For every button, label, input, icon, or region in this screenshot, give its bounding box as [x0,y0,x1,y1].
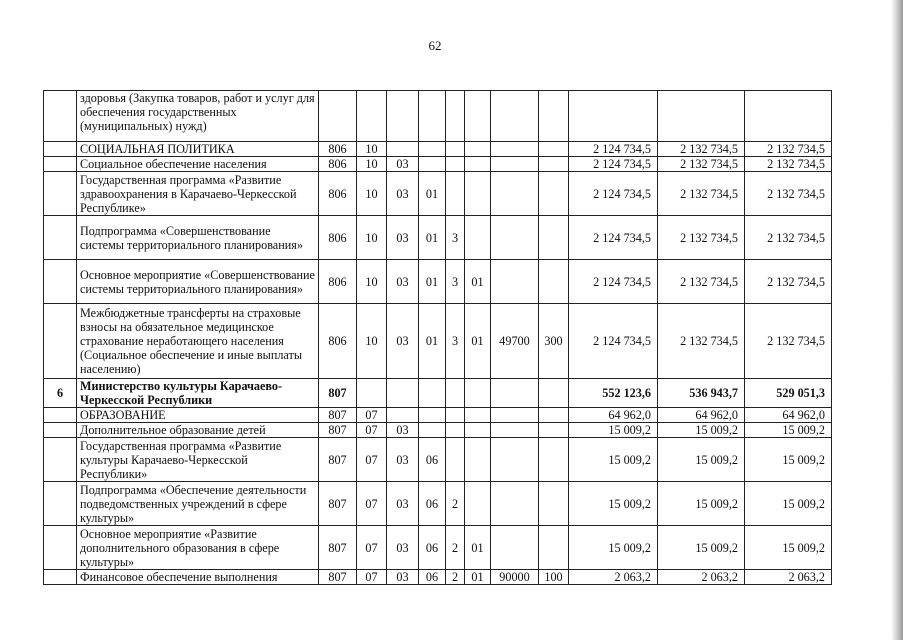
direction-code [491,260,539,304]
table-row [44,304,832,379]
subprogram-code [446,142,465,157]
activity-code: 01 [465,260,491,304]
item-name: Социальное обеспечение населения [77,157,319,172]
activity-code [465,438,491,482]
section-code: 10 [357,216,387,260]
program-code: 06 [419,526,446,570]
direction-code [491,526,539,570]
program-code: 06 [419,482,446,526]
table-row [44,157,832,172]
program-code [419,157,446,172]
item-name: Подпрограмма «Обеспечение деятельности подведомственных учреждений в сфере культуры» [77,482,319,526]
amount-year-3 [745,91,832,142]
amount-year-1: 2 124 734,5 [569,260,658,304]
amount-year-2: 2 132 734,5 [658,142,745,157]
subsection-code: 03 [387,423,419,438]
subsection-code: 03 [387,216,419,260]
activity-code [465,379,491,408]
expense-type-code [539,260,569,304]
program-code: 01 [419,172,446,216]
budget-table-body [44,91,832,585]
activity-code: 01 [465,304,491,379]
row-number [44,157,77,172]
dept-code: 806 [319,260,357,304]
subprogram-code [446,408,465,423]
amount-year-3: 64 962,0 [745,408,832,423]
activity-code [465,408,491,423]
section-code: 10 [357,260,387,304]
amount-year-2: 64 962,0 [658,408,745,423]
direction-code [491,216,539,260]
subprogram-code: 2 [446,570,465,585]
row-number [44,142,77,157]
item-name: здоровья (Закупка товаров, работ и услуг для обеспечения государственных (муниципальных) нужд) [77,91,319,142]
section-code [357,91,387,142]
row-number [44,91,77,142]
row-number [44,526,77,570]
expense-type-code [539,408,569,423]
program-code [419,379,446,408]
section-code: 07 [357,423,387,438]
dept-code: 806 [319,157,357,172]
table-row [44,91,832,142]
subprogram-code: 3 [446,304,465,379]
row-number [44,438,77,482]
amount-year-3: 15 009,2 [745,423,832,438]
amount-year-3: 15 009,2 [745,438,832,482]
expense-type-code [539,379,569,408]
row-number [44,423,77,438]
direction-code [491,423,539,438]
subsection-code [387,408,419,423]
row-number [44,570,77,585]
subsection-code: 03 [387,570,419,585]
direction-code [491,379,539,408]
section-code: 10 [357,172,387,216]
expense-type-code [539,526,569,570]
table-row [44,142,832,157]
item-name: Дополнительное образование детей [77,423,319,438]
amount-year-2: 15 009,2 [658,482,745,526]
section-code: 07 [357,570,387,585]
row-number [44,482,77,526]
direction-code: 49700 [491,304,539,379]
activity-code [465,91,491,142]
dept-code: 807 [319,526,357,570]
subprogram-code: 2 [446,526,465,570]
amount-year-2: 2 132 734,5 [658,157,745,172]
dept-code: 807 [319,423,357,438]
row-number [44,304,77,379]
dept-code: 807 [319,408,357,423]
table-row [44,570,832,585]
expense-type-code [539,157,569,172]
dept-code: 806 [319,216,357,260]
section-code: 07 [357,526,387,570]
expense-type-code [539,438,569,482]
table-row [44,526,832,570]
subsection-code: 03 [387,526,419,570]
amount-year-1: 15 009,2 [569,423,658,438]
amount-year-1 [569,91,658,142]
direction-code [491,408,539,423]
dept-code: 807 [319,570,357,585]
dept-code: 806 [319,304,357,379]
row-number [44,172,77,216]
program-code: 01 [419,216,446,260]
section-code: 07 [357,482,387,526]
activity-code: 01 [465,526,491,570]
amount-year-1: 15 009,2 [569,482,658,526]
item-name: Государственная программа «Развитие здравоохранения в Карачаево-Черкесской Республике» [77,172,319,216]
subsection-code: 03 [387,260,419,304]
subsection-code: 03 [387,157,419,172]
activity-code [465,423,491,438]
amount-year-1: 2 063,2 [569,570,658,585]
amount-year-2: 2 132 734,5 [658,304,745,379]
item-name: Государственная программа «Развитие культуры Карачаево-Черкесской Республики» [77,438,319,482]
item-name: Основное мероприятие «Совершенствование системы территориального планирования» [77,260,319,304]
direction-code [491,142,539,157]
table-row [44,408,832,423]
item-name: СОЦИАЛЬНАЯ ПОЛИТИКА [77,142,319,157]
expense-type-code [539,142,569,157]
table-row [44,172,832,216]
item-name: Межбюджетные трансферты на страховые взносы на обязательное медицинское страхование неработающего населения (Социальное обеспечение и иные выплаты населению) [77,304,319,379]
table-row [44,423,832,438]
amount-year-3: 2 132 734,5 [745,142,832,157]
subprogram-code: 3 [446,216,465,260]
subprogram-code: 2 [446,482,465,526]
item-name: ОБРАЗОВАНИЕ [77,408,319,423]
row-number [44,260,77,304]
direction-code: 90000 [491,570,539,585]
expense-type-code [539,216,569,260]
subsection-code: 03 [387,482,419,526]
expense-type-code [539,91,569,142]
amount-year-1: 2 124 734,5 [569,172,658,216]
item-name: Министерство культуры Карачаево-Черкесской Республики [77,379,319,408]
amount-year-3: 15 009,2 [745,526,832,570]
activity-code [465,172,491,216]
section-code [357,379,387,408]
subsection-code [387,379,419,408]
table-row [44,482,832,526]
expense-type-code [539,482,569,526]
direction-code [491,482,539,526]
expense-type-code [539,423,569,438]
amount-year-2: 2 132 734,5 [658,216,745,260]
program-code [419,423,446,438]
activity-code: 01 [465,570,491,585]
dept-code [319,91,357,142]
amount-year-3: 2 063,2 [745,570,832,585]
section-code: 10 [357,157,387,172]
table-row [44,379,832,408]
amount-year-1: 2 124 734,5 [569,304,658,379]
amount-year-3: 2 132 734,5 [745,157,832,172]
amount-year-1: 552 123,6 [569,379,658,408]
subprogram-code [446,91,465,142]
section-code: 07 [357,438,387,482]
amount-year-2: 2 132 734,5 [658,172,745,216]
subsection-code: 03 [387,172,419,216]
amount-year-3: 2 132 734,5 [745,304,832,379]
section-code: 10 [357,142,387,157]
amount-year-2: 2 132 734,5 [658,260,745,304]
amount-year-2 [658,91,745,142]
amount-year-3: 2 132 734,5 [745,260,832,304]
direction-code [491,172,539,216]
amount-year-3: 15 009,2 [745,482,832,526]
amount-year-2: 536 943,7 [658,379,745,408]
item-name: Финансовое обеспечение выполнения [77,570,319,585]
row-number: 6 [44,379,77,408]
activity-code [465,142,491,157]
expense-type-code: 300 [539,304,569,379]
program-code: 01 [419,260,446,304]
amount-year-1: 64 962,0 [569,408,658,423]
section-code: 07 [357,408,387,423]
program-code: 06 [419,570,446,585]
activity-code [465,157,491,172]
scan-edge-shadow [891,0,903,640]
dept-code: 806 [319,142,357,157]
program-code [419,408,446,423]
item-name: Подпрограмма «Совершенствование системы территориального планирования» [77,216,319,260]
subsection-code: 03 [387,438,419,482]
activity-code [465,216,491,260]
subprogram-code: 3 [446,260,465,304]
amount-year-1: 2 124 734,5 [569,216,658,260]
subprogram-code [446,423,465,438]
page-number: 62 [428,38,442,53]
activity-code [465,482,491,526]
amount-year-2: 15 009,2 [658,526,745,570]
program-code: 06 [419,438,446,482]
dept-code: 807 [319,438,357,482]
subsection-code: 03 [387,304,419,379]
table-row [44,216,832,260]
program-code: 01 [419,304,446,379]
program-code [419,142,446,157]
section-code: 10 [357,304,387,379]
amount-year-1: 15 009,2 [569,438,658,482]
direction-code [491,438,539,482]
row-number [44,216,77,260]
amount-year-1: 2 124 734,5 [569,142,658,157]
budget-table [43,90,832,585]
amount-year-3: 2 132 734,5 [745,172,832,216]
direction-code [491,91,539,142]
dept-code: 807 [319,379,357,408]
table-row [44,438,832,482]
amount-year-1: 2 124 734,5 [569,157,658,172]
expense-type-code: 100 [539,570,569,585]
subprogram-code [446,379,465,408]
table-row [44,260,832,304]
amount-year-3: 2 132 734,5 [745,216,832,260]
expense-type-code [539,172,569,216]
direction-code [491,157,539,172]
amount-year-2: 15 009,2 [658,423,745,438]
subprogram-code [446,172,465,216]
amount-year-2: 2 063,2 [658,570,745,585]
subsection-code [387,142,419,157]
program-code [419,91,446,142]
item-name: Основное мероприятие «Развитие дополнительного образования в сфере культуры» [77,526,319,570]
subprogram-code [446,438,465,482]
amount-year-1: 15 009,2 [569,526,658,570]
amount-year-2: 15 009,2 [658,438,745,482]
subsection-code [387,91,419,142]
row-number [44,408,77,423]
dept-code: 806 [319,172,357,216]
amount-year-3: 529 051,3 [745,379,832,408]
subprogram-code [446,157,465,172]
dept-code: 807 [319,482,357,526]
